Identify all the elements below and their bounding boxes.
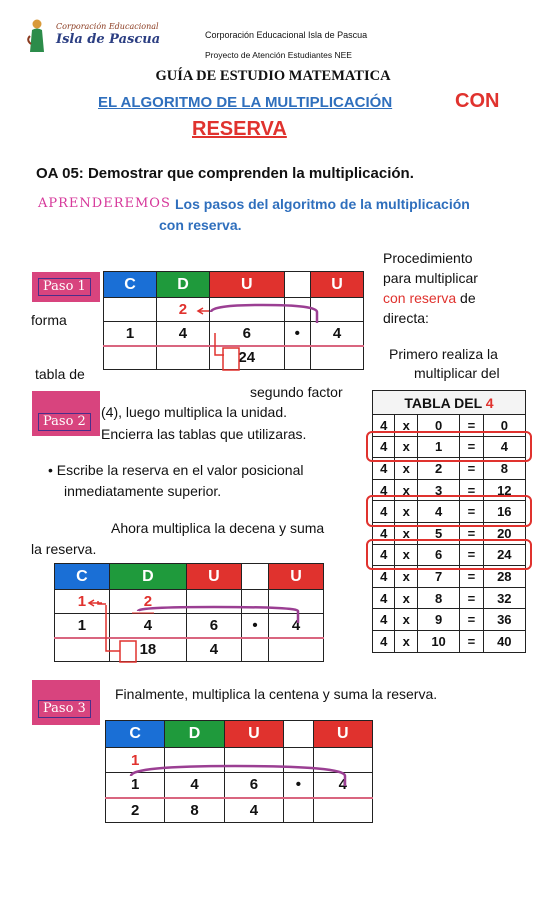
reserve-cell bbox=[284, 748, 314, 773]
tabla-cell: x bbox=[395, 544, 417, 566]
reserve-cell bbox=[187, 590, 242, 614]
tabla-cell: = bbox=[460, 436, 483, 458]
number-cell: 4 bbox=[310, 322, 363, 346]
tabla-cell: 4 bbox=[417, 501, 459, 523]
multiply-text: multiplicar del bbox=[414, 365, 500, 381]
reserve-cell bbox=[104, 298, 157, 322]
tabla-cell: 4 bbox=[483, 436, 525, 458]
reserve-cell bbox=[241, 590, 268, 614]
procedure-text: Procedimiento para multiplicar con reserva de directa: bbox=[383, 250, 478, 326]
reserve-cell: 2 bbox=[109, 590, 186, 614]
header-c: C bbox=[106, 721, 165, 748]
tabla-cell: x bbox=[395, 630, 417, 652]
tabla-cell: 4 bbox=[373, 609, 395, 631]
tabla-cell: 10 bbox=[417, 630, 459, 652]
tabla-cell: = bbox=[460, 522, 483, 544]
number-cell: 4 bbox=[313, 773, 372, 798]
tabla-cell: x bbox=[395, 458, 417, 480]
step2-table bbox=[54, 563, 324, 662]
tabla-cell: 4 bbox=[373, 415, 395, 437]
bullet-line1: • Escribe la reserva en el valor posicional bbox=[48, 462, 304, 478]
header-d: D bbox=[156, 272, 209, 298]
reserve-cell bbox=[313, 748, 372, 773]
result-cell bbox=[313, 798, 372, 823]
main-title: EL ALGORITMO DE LA MULTIPLICACIÓN bbox=[98, 94, 393, 111]
paso-1-label: Paso 1 bbox=[32, 272, 100, 302]
header-blank bbox=[241, 564, 268, 590]
result-cell: 2 bbox=[106, 798, 165, 823]
reserve-cell bbox=[209, 298, 284, 322]
reserve-cell bbox=[269, 590, 324, 614]
tabla-title: TABLA DEL 4 bbox=[373, 391, 526, 415]
header-u2: U bbox=[269, 564, 324, 590]
tabla-cell: 20 bbox=[483, 522, 525, 544]
paso2-line2: Encierra las tablas que utilizaras. bbox=[101, 426, 307, 442]
tabla-cell: 4 bbox=[373, 566, 395, 588]
tabla-cell: = bbox=[460, 566, 483, 588]
tabla-cell: 7 bbox=[417, 566, 459, 588]
first-step-text: Primero realiza la bbox=[389, 346, 498, 362]
paso2-line1: (4), luego multiplica la unidad. bbox=[101, 404, 287, 420]
reserve-cell bbox=[224, 748, 283, 773]
header-c: C bbox=[104, 272, 157, 298]
number-cell: 6 bbox=[224, 773, 283, 798]
result-cell: 4 bbox=[187, 638, 242, 662]
logo-figure-icon bbox=[26, 18, 48, 54]
logo-line2: Isla de Pascua bbox=[56, 32, 161, 47]
logo-line1: Corporación Educacional bbox=[56, 22, 159, 31]
tabla-cell: 5 bbox=[417, 522, 459, 544]
result-cell bbox=[55, 638, 110, 662]
result-cell bbox=[104, 346, 157, 370]
highlight-oval bbox=[366, 539, 532, 571]
result-cell: 8 bbox=[165, 798, 224, 823]
tabla-row bbox=[373, 587, 526, 609]
tabla-cell: x bbox=[395, 501, 417, 523]
result-cell bbox=[284, 346, 310, 370]
header-u: U bbox=[224, 721, 283, 748]
learn-line1: Los pasos del algoritmo de la multiplicación bbox=[175, 196, 470, 212]
tabla-cell: = bbox=[460, 479, 483, 501]
tabla-cell: 28 bbox=[483, 566, 525, 588]
logo bbox=[22, 14, 162, 58]
tabla-cell: 36 bbox=[483, 609, 525, 631]
reserve-cell: 1 bbox=[106, 748, 165, 773]
number-cell: 4 bbox=[109, 614, 186, 638]
number-cell: • bbox=[241, 614, 268, 638]
tabla-cell: 24 bbox=[483, 544, 525, 566]
tabla-cell: x bbox=[395, 479, 417, 501]
tabla-cell: 4 bbox=[373, 458, 395, 480]
tabla-cell: 4 bbox=[373, 587, 395, 609]
tabla-row bbox=[373, 609, 526, 631]
main-title-reserva: RESERVA bbox=[192, 118, 287, 140]
tabla-de-text: tabla de bbox=[35, 366, 85, 382]
header-d: D bbox=[165, 721, 224, 748]
number-cell: 4 bbox=[156, 322, 209, 346]
decena-line1: Ahora multiplica la decena y suma bbox=[111, 520, 325, 536]
forma-text: forma bbox=[31, 312, 67, 328]
number-cell: 1 bbox=[106, 773, 165, 798]
main-title-con: CON bbox=[455, 90, 500, 112]
paso-3-label: Paso 3 bbox=[32, 680, 100, 725]
tabla-cell: = bbox=[460, 630, 483, 652]
number-cell: 4 bbox=[269, 614, 324, 638]
number-cell: • bbox=[284, 322, 310, 346]
tabla-cell: = bbox=[460, 587, 483, 609]
result-cell bbox=[310, 346, 363, 370]
number-cell: 4 bbox=[165, 773, 224, 798]
highlight-oval bbox=[366, 431, 532, 463]
header-c: C bbox=[55, 564, 110, 590]
reserve-cell: 1 bbox=[55, 590, 110, 614]
step1-table bbox=[103, 271, 364, 370]
highlight-oval bbox=[366, 495, 532, 527]
decena-line2: la reserva. bbox=[31, 541, 97, 557]
tabla-cell: x bbox=[395, 609, 417, 631]
project-name: Proyecto de Atención Estudiantes NEE bbox=[205, 50, 352, 60]
tabla-row bbox=[373, 630, 526, 652]
tabla-cell: = bbox=[460, 609, 483, 631]
segundo-factor-text: segundo factor bbox=[250, 384, 343, 400]
header-blank bbox=[284, 272, 310, 298]
tabla-cell: 0 bbox=[483, 415, 525, 437]
header-u: U bbox=[187, 564, 242, 590]
result-cell bbox=[269, 638, 324, 662]
number-cell: 6 bbox=[209, 322, 284, 346]
result-cell: 18 bbox=[109, 638, 186, 662]
header-u: U bbox=[209, 272, 284, 298]
header-d: D bbox=[109, 564, 186, 590]
tabla-cell: 4 bbox=[373, 630, 395, 652]
tabla-cell: 9 bbox=[417, 609, 459, 631]
tabla-cell: x bbox=[395, 436, 417, 458]
tabla-cell: 12 bbox=[483, 479, 525, 501]
number-cell: 6 bbox=[187, 614, 242, 638]
aprenderemos-tag: APRENDEREMOS bbox=[38, 196, 171, 211]
tabla-cell: x bbox=[395, 566, 417, 588]
tabla-cell: 4 bbox=[373, 501, 395, 523]
bullet-line2: inmediatamente superior. bbox=[64, 483, 222, 499]
header-blank bbox=[284, 721, 314, 748]
header-u2: U bbox=[310, 272, 363, 298]
tabla-cell: 1 bbox=[417, 436, 459, 458]
result-cell: 4 bbox=[224, 798, 283, 823]
number-cell: 1 bbox=[55, 614, 110, 638]
result-cell bbox=[241, 638, 268, 662]
tabla-cell: 3 bbox=[417, 479, 459, 501]
tabla-cell: 4 bbox=[373, 479, 395, 501]
result-cell bbox=[156, 346, 209, 370]
tabla-cell: 40 bbox=[483, 630, 525, 652]
tabla-cell: = bbox=[460, 458, 483, 480]
tabla-cell: 8 bbox=[483, 458, 525, 480]
tabla-cell: x bbox=[395, 587, 417, 609]
tabla-cell: 8 bbox=[417, 587, 459, 609]
number-cell: 1 bbox=[104, 322, 157, 346]
reserve-cell bbox=[310, 298, 363, 322]
tabla-cell: = bbox=[460, 415, 483, 437]
tabla-cell: 16 bbox=[483, 501, 525, 523]
reserve-cell: 2 bbox=[156, 298, 209, 322]
step3-table bbox=[105, 720, 373, 823]
tabla-cell: 4 bbox=[373, 436, 395, 458]
result-cell: 24 bbox=[209, 346, 284, 370]
learn-line2: con reserva. bbox=[159, 217, 242, 233]
tabla-cell: x bbox=[395, 415, 417, 437]
tabla-cell: 0 bbox=[417, 415, 459, 437]
paso-2-label: Paso 2 bbox=[32, 391, 100, 436]
number-cell: • bbox=[284, 773, 314, 798]
tabla-cell: = bbox=[460, 501, 483, 523]
tabla-cell: 2 bbox=[417, 458, 459, 480]
result-cell bbox=[284, 798, 314, 823]
org-name: Corporación Educacional Isla de Pascua bbox=[205, 30, 368, 40]
tabla-cell: 32 bbox=[483, 587, 525, 609]
tabla-cell: 4 bbox=[373, 522, 395, 544]
reserve-cell bbox=[165, 748, 224, 773]
tabla-cell: 4 bbox=[373, 544, 395, 566]
learning-objective: OA 05: Demostrar que comprenden la multiplicación. bbox=[36, 165, 414, 182]
guide-title: GUÍA DE ESTUDIO MATEMATICA bbox=[155, 68, 391, 84]
tabla-cell: x bbox=[395, 522, 417, 544]
reserve-cell bbox=[284, 298, 310, 322]
header-u2: U bbox=[313, 721, 372, 748]
tabla-cell: = bbox=[460, 544, 483, 566]
final-step-text: Finalmente, multiplica la centena y suma la reserva. bbox=[115, 686, 438, 702]
tabla-cell: 6 bbox=[417, 544, 459, 566]
